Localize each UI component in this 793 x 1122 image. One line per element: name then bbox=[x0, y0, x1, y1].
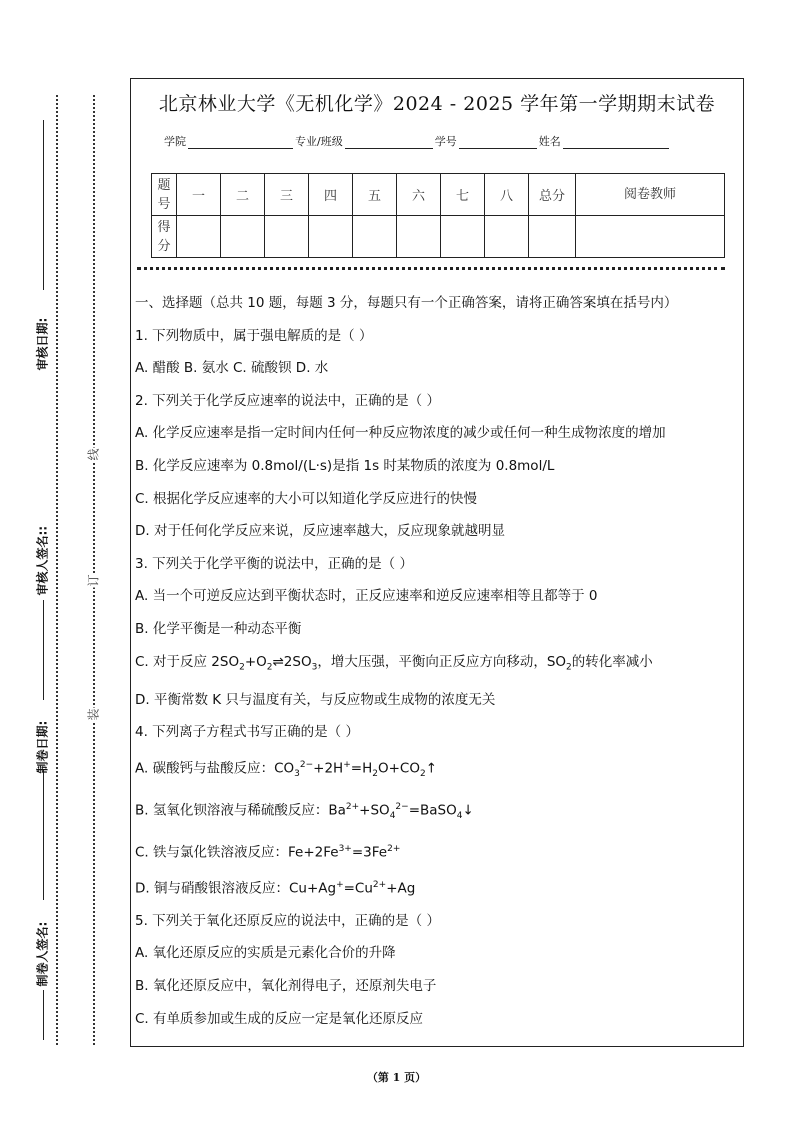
text-segment: A. 化学反应速率是指一定时间内任何一种反应物浓度的减少或任何一种生成物浓度的增加 bbox=[135, 425, 666, 442]
question-line bbox=[135, 422, 739, 444]
question-line bbox=[135, 721, 739, 743]
text-segment: 一、选择题（总共 10 题，每题 3 分，每题只有一个正确答案，请将正确答案填在括号内） bbox=[135, 295, 678, 311]
col-5: 五 bbox=[353, 174, 397, 216]
score-cell[interactable] bbox=[485, 216, 529, 258]
col-7: 七 bbox=[441, 174, 485, 216]
text-segment: C. 根据化学反应速率的大小可以知道化学反应进行的快慢 bbox=[135, 490, 478, 507]
text-segment: B. 氧化还原反应中，氧化剂得电子，还原剂失电子 bbox=[135, 977, 437, 994]
text-segment: =BaSO bbox=[408, 802, 457, 819]
question-line bbox=[135, 520, 739, 542]
text-segment: =Cu bbox=[343, 880, 373, 897]
score-table-score-row bbox=[152, 216, 725, 258]
text-segment: D. 对于任何化学反应来说，反应速率越大，反应现象就越明显 bbox=[135, 523, 505, 540]
student-info bbox=[164, 133, 671, 149]
row-label-question: 题号 bbox=[152, 174, 177, 216]
col-6: 六 bbox=[397, 174, 441, 216]
text-segment: C. 铁与氯化铁溶液反应：Fe+2Fe bbox=[135, 844, 339, 861]
maker-sign-label: 制卷人签名: bbox=[35, 921, 50, 987]
exam-frame bbox=[130, 78, 744, 1047]
col-grader: 阅卷教师 bbox=[576, 174, 725, 216]
text-segment: A. 碳酸钙与盐酸反应：CO bbox=[135, 760, 295, 777]
text-segment: ↑ bbox=[425, 760, 438, 777]
college-field[interactable] bbox=[188, 136, 293, 149]
score-cell[interactable] bbox=[309, 216, 353, 258]
col-4: 四 bbox=[309, 174, 353, 216]
text-segment: A. 醋酸 B. 氨水 C. 硫酸钡 D. 水 bbox=[135, 360, 329, 377]
text-segment: A. 氧化还原反应的实质是元素化合价的升降 bbox=[135, 945, 396, 962]
text-segment: D. 铜与硝酸银溶液反应：Cu+Ag bbox=[135, 880, 337, 897]
question-content bbox=[135, 292, 739, 1040]
text-segment: =H bbox=[350, 760, 373, 777]
question-line bbox=[135, 942, 739, 964]
question-line bbox=[135, 754, 739, 785]
score-cell[interactable] bbox=[265, 216, 309, 258]
text-segment: 1. 下列物质中，属于强电解质的是（ ） bbox=[135, 327, 373, 344]
question-line bbox=[135, 975, 739, 997]
text-segment: 的转化率减小 bbox=[571, 653, 653, 670]
superscript: 2− bbox=[395, 801, 409, 812]
text-segment: ↓ bbox=[462, 802, 474, 819]
superscript: 2+ bbox=[372, 879, 387, 890]
superscript: + bbox=[336, 879, 344, 890]
score-cell[interactable] bbox=[353, 216, 397, 258]
reviewer-sign-line bbox=[43, 600, 44, 700]
superscript: 2− bbox=[299, 760, 314, 770]
reviewer-sign-label: 审核人签名:: bbox=[35, 525, 50, 596]
field-label-name: 姓名 bbox=[538, 135, 561, 148]
question-line bbox=[135, 455, 739, 477]
superscript: + bbox=[343, 760, 351, 770]
page-number: （第 1 页） bbox=[366, 1071, 427, 1084]
score-table bbox=[151, 173, 725, 258]
text-segment: C. 对于反应 2SO bbox=[135, 653, 240, 670]
subscript: 2 bbox=[239, 662, 245, 673]
reviewer-date-label: 审核日期: bbox=[35, 317, 50, 371]
subscript: 2 bbox=[372, 769, 378, 780]
col-total: 总分 bbox=[529, 174, 576, 216]
maker-date-label: 制卷日期: bbox=[35, 720, 50, 774]
score-cell[interactable] bbox=[441, 216, 485, 258]
student-id-field[interactable] bbox=[459, 136, 537, 149]
reviewer-date-line bbox=[43, 120, 44, 290]
subscript: 2 bbox=[266, 662, 273, 673]
subscript: 4 bbox=[456, 810, 463, 821]
question-line bbox=[135, 874, 739, 900]
text-segment: =3Fe bbox=[351, 844, 388, 861]
exam-title: 北京林业大学《无机化学》2024 - 2025 学年第一学期期末试卷 bbox=[158, 93, 716, 115]
superscript: 2+ bbox=[387, 843, 401, 854]
question-line bbox=[135, 910, 739, 932]
major-class-field[interactable] bbox=[345, 136, 433, 149]
question-line bbox=[135, 292, 739, 314]
text-segment: ⇌2SO bbox=[272, 653, 312, 670]
score-cell[interactable] bbox=[221, 216, 265, 258]
question-line bbox=[135, 325, 739, 347]
subscript: 4 bbox=[389, 810, 396, 821]
binding-mark-staple: 订 bbox=[86, 574, 101, 587]
binding-dotted-line-inner bbox=[93, 95, 95, 1045]
subscript: 3 bbox=[311, 662, 318, 673]
text-segment: +2H bbox=[313, 760, 344, 777]
subscript: 3 bbox=[294, 769, 300, 780]
subscript: 2 bbox=[566, 662, 572, 673]
superscript: 2+ bbox=[345, 801, 360, 812]
binding-mark-bind: 装 bbox=[86, 708, 101, 721]
question-line bbox=[135, 488, 739, 510]
question-line bbox=[135, 553, 739, 575]
name-field[interactable] bbox=[563, 136, 669, 149]
question-line bbox=[135, 585, 739, 607]
subscript: 2 bbox=[419, 769, 426, 780]
score-cell[interactable] bbox=[529, 216, 576, 258]
col-8: 八 bbox=[485, 174, 529, 216]
field-label-id: 学号 bbox=[434, 135, 457, 148]
text-segment: C. 有单质参加或生成的反应一定是氧化还原反应 bbox=[135, 1010, 424, 1027]
question-line bbox=[135, 796, 739, 827]
score-cell[interactable] bbox=[576, 216, 725, 258]
col-2: 二 bbox=[221, 174, 265, 216]
question-line bbox=[135, 390, 739, 412]
binding-mark-line: 线 bbox=[86, 448, 101, 461]
maker-date-line bbox=[43, 770, 44, 900]
text-segment: B. 化学平衡是一种动态平衡 bbox=[135, 620, 302, 637]
text-segment: 3. 下列关于化学平衡的说法中，正确的是（ ） bbox=[135, 555, 413, 572]
col-1: 一 bbox=[177, 174, 221, 216]
maker-sign-line bbox=[43, 990, 44, 1040]
question-line bbox=[135, 689, 739, 711]
field-label-college: 学院 bbox=[164, 135, 186, 148]
text-segment: A. 当一个可逆反应达到平衡状态时，正反应速率和逆反应速率相等且都等于 0 bbox=[135, 588, 598, 605]
row-label-score: 得分 bbox=[152, 216, 177, 258]
question-line bbox=[135, 357, 739, 379]
text-segment: ，增大压强，平衡向正反应方向移动，SO bbox=[317, 653, 567, 670]
field-label-major: 专业/班级 bbox=[295, 135, 343, 148]
text-segment: +Ag bbox=[386, 880, 416, 897]
text-segment: B. 化学反应速率为 0.8mol/(L·s)是指 1s 时某物质的浓度为 0.8mol/L bbox=[135, 457, 555, 474]
binding-dotted-line-outer bbox=[56, 95, 58, 1045]
score-cell[interactable] bbox=[397, 216, 441, 258]
question-line bbox=[135, 651, 739, 679]
text-segment: 2. 下列关于化学反应速率的说法中，正确的是（ ） bbox=[135, 392, 440, 409]
col-3: 三 bbox=[265, 174, 309, 216]
text-segment: D. 平衡常数 K 只与温度有关，与反应物或生成物的浓度无关 bbox=[135, 691, 496, 708]
text-segment: B. 氢氧化钡溶液与稀硫酸反应：Ba bbox=[135, 802, 346, 819]
text-segment: 4. 下列离子方程式书写正确的是（ ） bbox=[135, 724, 359, 741]
dotted-divider bbox=[137, 267, 725, 270]
superscript: 3+ bbox=[338, 843, 352, 854]
text-segment: +O bbox=[244, 653, 267, 670]
question-line bbox=[135, 838, 739, 864]
text-segment: +SO bbox=[359, 802, 390, 819]
question-line bbox=[135, 618, 739, 640]
text-segment: O+CO bbox=[377, 760, 420, 777]
score-table-header-row bbox=[152, 174, 725, 216]
question-line bbox=[135, 1008, 739, 1030]
score-cell[interactable] bbox=[177, 216, 221, 258]
text-segment: 5. 下列关于氧化还原反应的说法中，正确的是（ ） bbox=[135, 912, 440, 929]
